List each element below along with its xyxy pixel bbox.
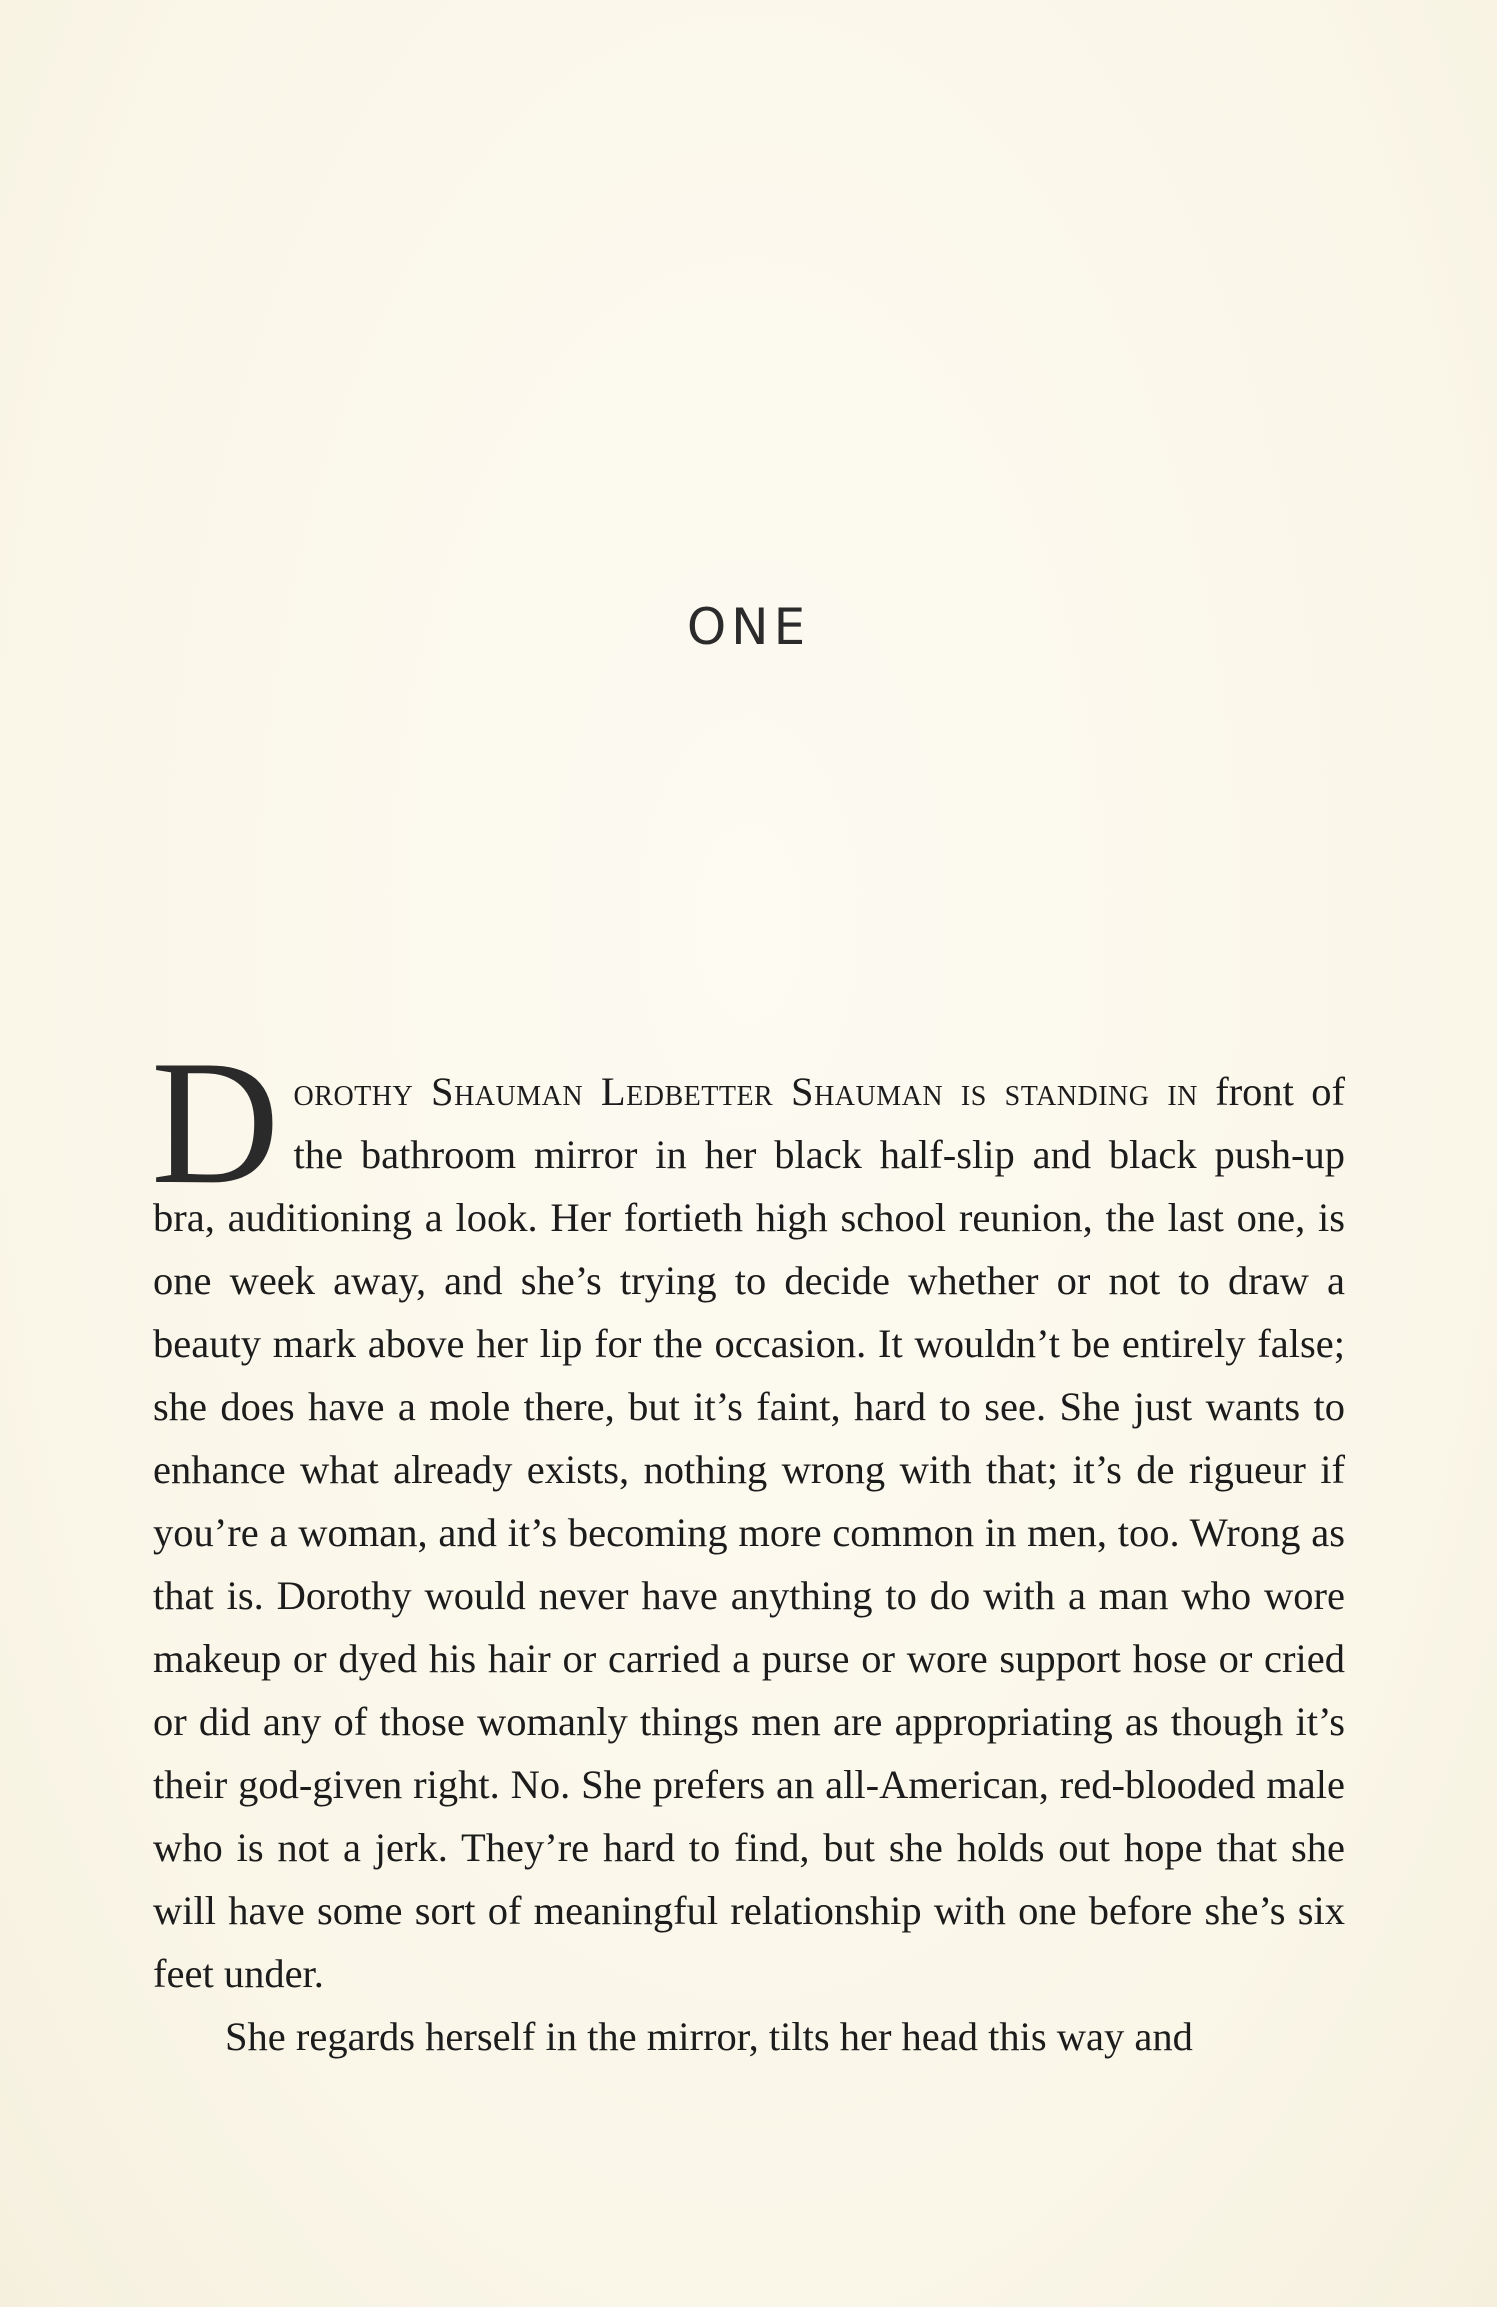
chapter-title: ONE [686,598,811,656]
paragraph-1-text: front of the bathroom mirror in her black half-slip and black push-up bra, auditioning a look. Her fortieth high school reunion, the last one, is one week away, and she’s trying to decide whether or not to draw a beauty mark above her lip for the occasion. It wouldn’t be entirely false; she does have a mole there, but it’s faint, hard to see. She just wants to enhance what already exists, nothing wrong with that; it’s de rigueur if you’re a woman, and it’s becoming more common in men, too. Wrong as that is. Dorothy would never have anything to do with a man who wore makeup or dyed his hair or carried a purse or wore support hose or cried or did any of those womanly things men are appropriating as though it’s their god-given right. No. She prefers an all-American, red-blooded male who is not a jerk. They’re hard to find, but she holds out hope that she will have some sort of meaningful relationship with one before she’s six feet under. [153,1069,1345,1996]
opening-small-caps: orothy Shauman Ledbetter Shauman is standing in [293,1069,1198,1114]
chapter-body [151,1023,1345,2068]
drop-cap: D [151,1023,280,1221]
paragraph-1 [151,1023,1345,2005]
paragraph-2: She regards herself in the mirror, tilts her head this way and [225,2014,1193,2059]
